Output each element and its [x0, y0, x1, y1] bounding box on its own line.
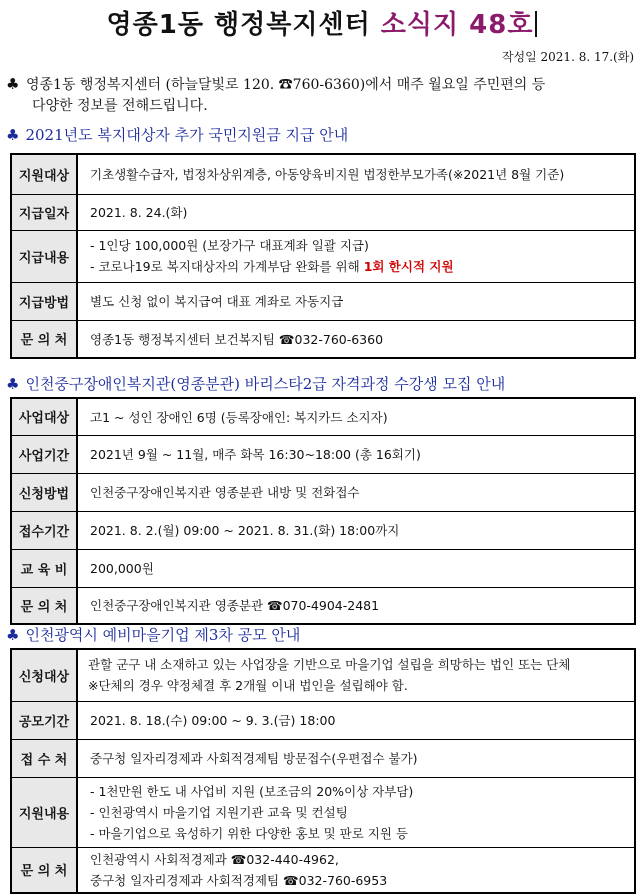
row-value: 인천중구장애인복지관 영종분관 ☎070-4904-2481	[77, 587, 635, 624]
table-barista	[10, 397, 636, 625]
row-value: 200,000원	[77, 549, 635, 587]
table-row	[11, 549, 635, 587]
club-icon: ♣	[6, 375, 20, 393]
table-row	[11, 701, 635, 739]
row-label: 접수기간	[11, 511, 77, 549]
title-main: 영종1동 행정복지센터	[106, 10, 371, 40]
row-value: 2021. 8. 24.(화)	[77, 194, 635, 230]
value-line: - 코로나19로 복지대상자의 가계부담 완화를 위해 1회 한시적 지원	[90, 259, 454, 274]
club-icon: ♣	[6, 75, 20, 93]
club-icon: ♣	[6, 126, 20, 144]
value-line: 관할 군구 내 소재하고 있는 사업장을 기반으로 마을기업 설립을 희망하는 법인 또는 단체	[88, 657, 571, 673]
table-row	[11, 739, 635, 777]
intro-line1: 영종1동 행정복지센터 (하늘달빛로 120. ☎760-6360)에서 매주 월요일 주민편의 등	[26, 77, 546, 93]
table-row	[11, 473, 635, 511]
table-row	[11, 847, 635, 893]
value-line: - 1인당 100,000원 (보장가구 대표계좌 일괄 지급)	[90, 238, 369, 253]
table-village-enterprise	[10, 648, 636, 894]
row-value	[77, 230, 635, 282]
row-label: 지급방법	[11, 282, 77, 320]
row-label: 지원내용	[11, 777, 77, 847]
row-label: 신청대상	[11, 649, 77, 701]
club-icon: ♣	[6, 626, 20, 644]
row-label: 사업기간	[11, 435, 77, 473]
value-line: - 1천만원 한도 내 사업비 지원 (보조금의 20%이상 자부담)	[90, 783, 414, 799]
row-label: 문 의 처	[11, 847, 77, 893]
row-value	[77, 847, 635, 893]
row-value: 2021년 9월 ~ 11월, 매주 화목 16:30~18:00 (총 16회기)	[77, 435, 635, 473]
row-label: 교 육 비	[11, 549, 77, 587]
table-row	[11, 435, 635, 473]
highlight-text: 1회 한시적 지원	[363, 259, 454, 274]
row-value: 2021. 8. 2.(월) 09:00 ~ 2021. 8. 31.(화) 18:00까지	[77, 511, 635, 549]
intro-line2: 다양한 정보를 전해드립니다.	[32, 98, 208, 114]
table-row	[11, 649, 635, 701]
table-row	[11, 154, 635, 194]
text-cursor	[535, 11, 537, 37]
row-label: 지원대상	[11, 154, 77, 194]
row-label: 문 의 처	[11, 587, 77, 624]
row-value	[77, 777, 635, 847]
table-row	[11, 511, 635, 549]
section-title-support-fund: ♣ 2021년도 복지대상자 추가 국민지원금 지급 안내	[6, 126, 349, 144]
row-label: 지급내용	[11, 230, 77, 282]
row-value: 중구청 일자리경제과 사회적경제팀 방문접수(우편접수 불가)	[77, 739, 635, 777]
table-row	[11, 587, 635, 624]
value-line: - 마을기업으로 육성하기 위한 다양한 홍보 및 판로 지원 등	[90, 825, 408, 841]
title-issue: 소식지 48호	[380, 10, 534, 40]
table-row	[11, 194, 635, 230]
row-value: 2021. 8. 18.(수) 09:00 ~ 9. 3.(금) 18:00	[77, 701, 635, 739]
value-line: ※단체의 경우 약정체결 후 2개월 이내 법인을 설립해야 함.	[88, 678, 408, 694]
table-row	[11, 282, 635, 320]
row-value: 기초생활수급자, 법정차상위계층, 아동양육비지원 법정한부모가족(※2021년 8월 기준)	[77, 154, 635, 194]
section-title-village-enterprise: ♣ 인천광역시 예비마을기업 제3차 공모 안내	[6, 626, 301, 644]
row-value	[77, 649, 635, 701]
row-label: 지급일자	[11, 194, 77, 230]
table-row	[11, 320, 635, 358]
table-row	[11, 230, 635, 282]
section-title-barista: ♣ 인천중구장애인복지관(영종분관) 바리스타2급 자격과정 수강생 모집 안내	[6, 375, 506, 393]
table-row	[11, 777, 635, 847]
row-value: 영종1동 행정복지센터 보건복지팀 ☎032-760-6360	[77, 320, 635, 358]
value-line: 인천광역시 사회적경제과 ☎032-440-4962,	[90, 851, 339, 867]
row-label: 신청방법	[11, 473, 77, 511]
table-row	[11, 398, 635, 435]
row-label: 사업대상	[11, 398, 77, 435]
row-label: 접 수 처	[11, 739, 77, 777]
value-line: 중구청 일자리경제과 사회적경제팀 ☎032-760-6953	[90, 872, 388, 888]
intro-paragraph	[6, 74, 636, 117]
row-label: 문 의 처	[11, 320, 77, 358]
newsletter-title	[0, 4, 644, 41]
row-value: 인천중구장애인복지관 영종분관 내방 및 전화접수	[77, 473, 635, 511]
table-support-fund	[10, 153, 636, 359]
row-value: 고1 ~ 성인 장애인 6명 (등록장애인: 복지카드 소지자)	[77, 398, 635, 435]
written-date: 작성일 2021. 8. 17.(화)	[501, 50, 634, 64]
row-value: 별도 신청 없이 복지급여 대표 계좌로 자동지급	[77, 282, 635, 320]
value-line: - 인천광역시 마을기업 지원기관 교육 및 컨설팅	[90, 804, 348, 820]
row-label: 공모기간	[11, 701, 77, 739]
